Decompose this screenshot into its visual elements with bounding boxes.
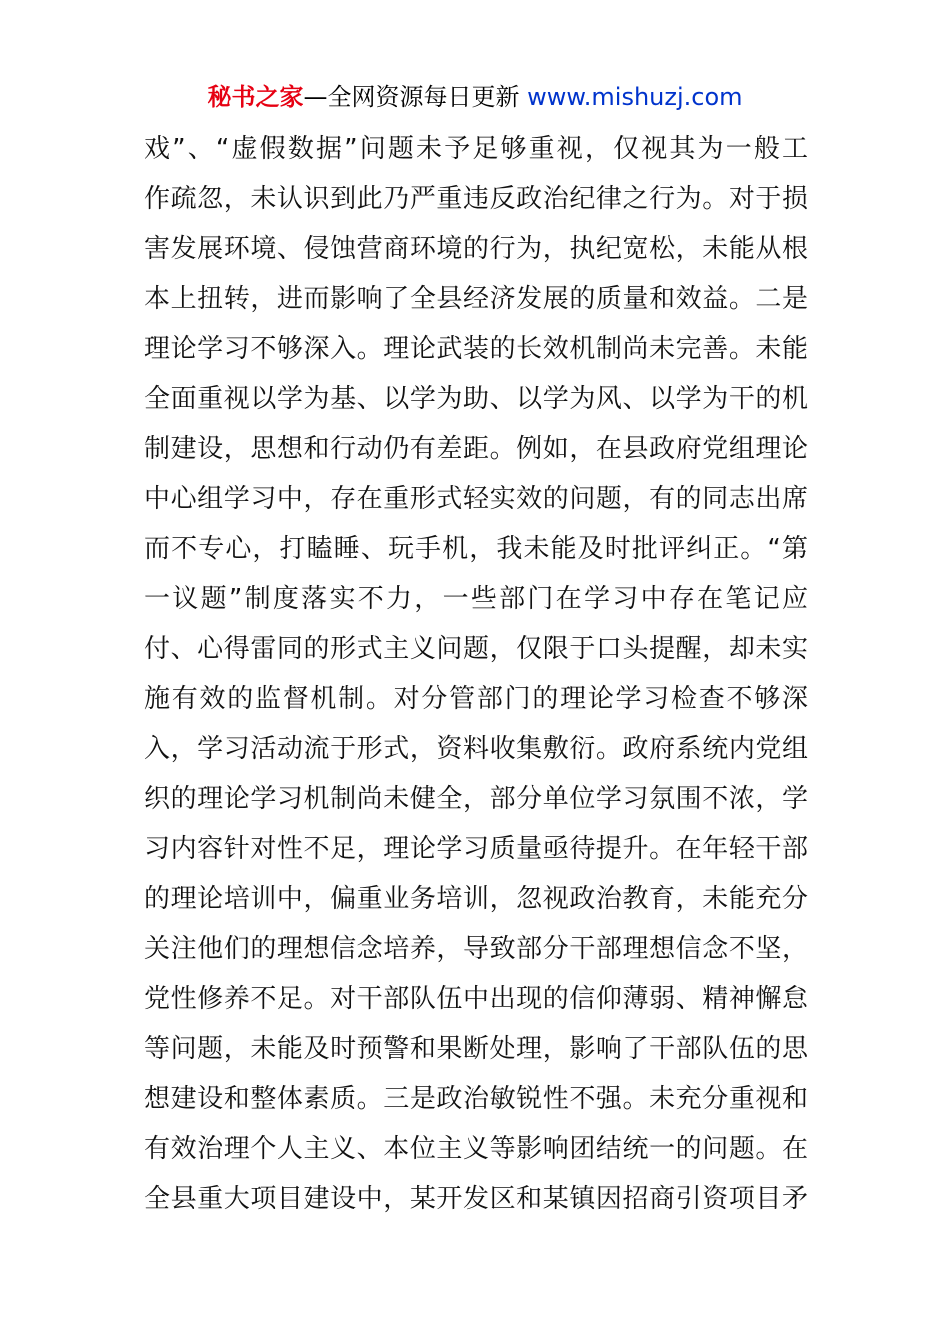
body-line: 本上扭转，进而影响了全县经济发展的质量和效益。二是 xyxy=(144,284,808,314)
body-line: 戏”、“虚假数据”问题未予足够重视，仅视其为一般工 xyxy=(144,134,808,164)
body-line: 全县重大项目建设中，某开发区和某镇因招商引资项目矛 xyxy=(144,1184,808,1214)
body-line: 有效治理个人主义、本位主义等影响团结统一的问题。在 xyxy=(144,1134,808,1164)
body-line: 等问题，未能及时预警和果断处理，影响了干部队伍的思 xyxy=(144,1034,808,1064)
body-line: 织的理论学习机制尚未健全，部分单位学习氛围不浓，学 xyxy=(144,784,808,814)
body-line: 而不专心，打瞌睡、玩手机，我未能及时批评纠正。“第 xyxy=(144,534,808,564)
page-header xyxy=(0,80,950,114)
body-line: 作疏忽，未认识到此乃严重违反政治纪律之行为。对于损 xyxy=(144,184,808,214)
brand-name: 秘书之家 xyxy=(207,83,304,111)
body-line: 习内容针对性不足，理论学习质量亟待提升。在年轻干部 xyxy=(144,834,808,864)
body-line: 想建设和整体素质。三是政治敏锐性不强。未充分重视和 xyxy=(144,1084,808,1114)
body-line: 的理论培训中，偏重业务培训，忽视政治教育，未能充分 xyxy=(144,884,808,914)
body-line: 一议题”制度落实不力，一些部门在学习中存在笔记应 xyxy=(144,584,808,614)
document-body xyxy=(144,124,808,1224)
body-line: 入，学习活动流于形式，资料收集敷衍。政府系统内党组 xyxy=(144,734,808,764)
header-tagline: —全网资源每日更新 xyxy=(303,83,520,111)
body-line: 党性修养不足。对干部队伍中出现的信仰薄弱、精神懈怠 xyxy=(144,984,808,1014)
body-line: 施有效的监督机制。对分管部门的理论学习检查不够深 xyxy=(144,684,808,714)
body-line: 害发展环境、侵蚀营商环境的行为，执纪宽松，未能从根 xyxy=(144,234,808,264)
body-line: 中心组学习中，存在重形式轻实效的问题，有的同志出席 xyxy=(144,484,808,514)
site-url-link[interactable]: www.mishuzj.com xyxy=(527,83,743,111)
body-line: 理论学习不够深入。理论武装的长效机制尚未完善。未能 xyxy=(144,334,808,364)
body-line: 关注他们的理想信念培养，导致部分干部理想信念不坚， xyxy=(144,934,808,964)
body-line: 全面重视以学为基、以学为助、以学为风、以学为干的机 xyxy=(144,384,808,414)
body-line: 付、心得雷同的形式主义问题，仅限于口头提醒，却未实 xyxy=(144,634,808,664)
body-line: 制建设，思想和行动仍有差距。例如，在县政府党组理论 xyxy=(144,434,808,464)
